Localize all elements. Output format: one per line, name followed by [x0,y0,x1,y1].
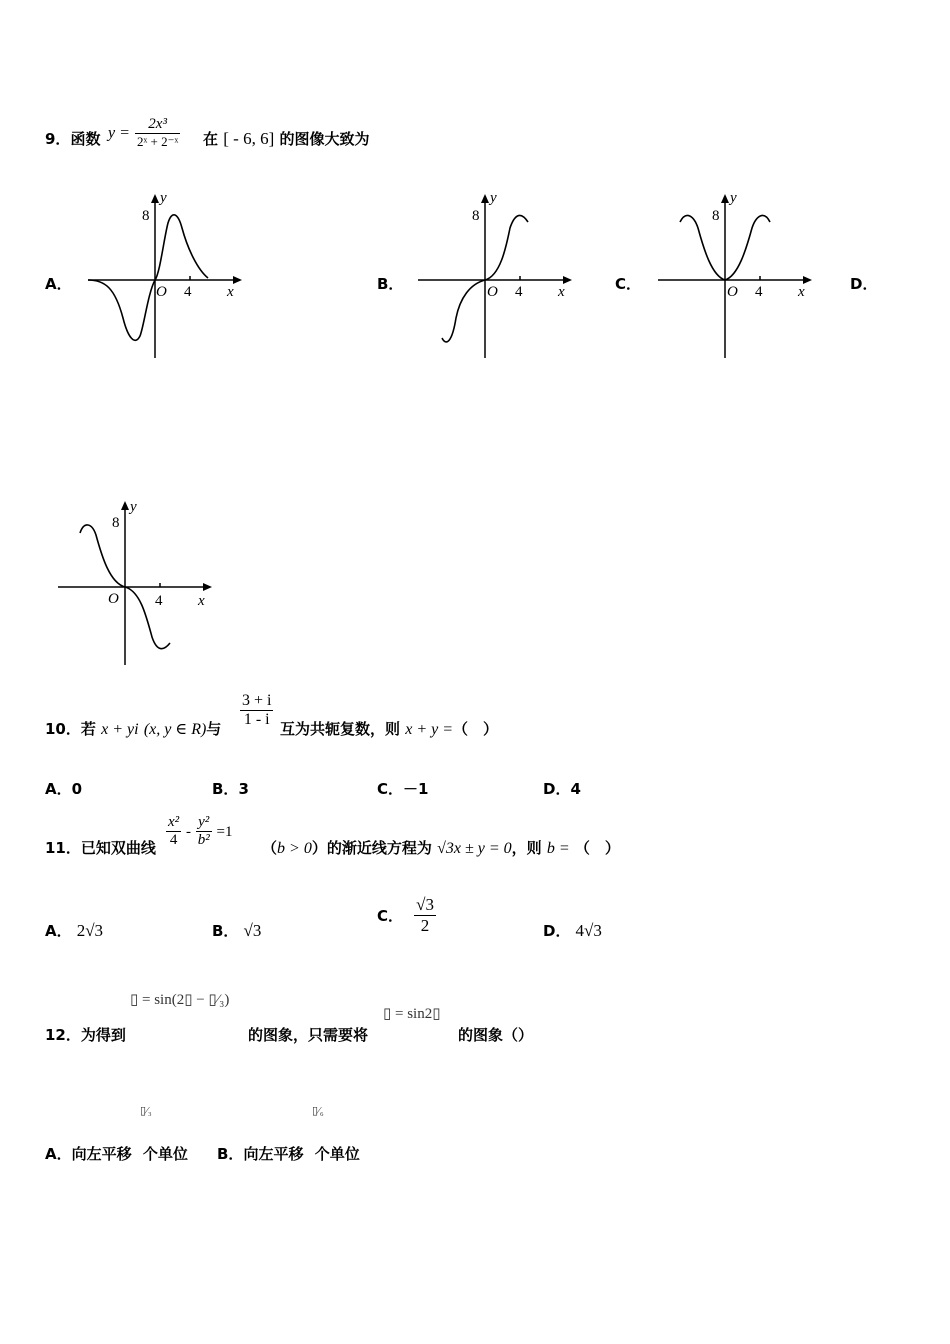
y-axis-arrow [721,194,729,203]
q11-line [45,837,156,858]
option-value: 0 [71,780,83,798]
q9-line [45,128,100,149]
q9-fraction-num: 2x³ [135,116,180,134]
q10-frac-den: 1 - i [243,711,270,728]
y-tick-label: 8 [112,515,120,531]
q12-tail: 的图象（） [458,1026,534,1044]
q9-fraction [135,116,180,150]
x-axis-label: x [558,284,565,300]
x-tick-label: 4 [755,284,763,300]
x-tick-label: 4 [184,284,192,300]
q12-option-b-shift: ▯⁄₆ [312,1105,324,1117]
y-axis-label: y [490,190,497,206]
q11-frac-1-num: x² [168,814,180,830]
x-tick-label: 4 [155,593,163,609]
option-value: √3 [243,921,262,940]
q11-paren: （ ） [574,839,620,857]
option-label: A． [45,780,72,798]
q10-expr2: x + y = [405,721,454,738]
y-tick-label: 8 [472,208,480,224]
q10-paren: （ ） [453,720,499,738]
q12-option-a-shift: ▯⁄₃ [140,1105,152,1117]
q10-expr: x + yi [101,721,139,738]
q12-formula-1: ▯ = sin(2▯ − ▯⁄₃) [130,992,230,1008]
y-axis-label: y [130,499,137,515]
q12-option-a[interactable] [45,1143,188,1164]
x-axis-label: x [798,284,805,300]
option-value: 3 [238,780,249,798]
q11-option-c[interactable] [377,895,436,936]
q12-number: 12． [45,1026,81,1044]
x-axis-arrow [203,583,212,591]
q9-formula [108,116,180,150]
x-tick-label: 4 [515,284,523,300]
q11-frac-2 [196,814,212,849]
option-label: C． [377,780,404,798]
option-fraction [414,895,436,936]
q9-option-d-label: D． [850,275,878,293]
q12-mid: 的图象，只需要将 [248,1026,369,1044]
q11-option-b[interactable] [212,920,261,941]
option-frac-den: 2 [420,916,430,935]
option-label: A． [45,1145,72,1163]
q10-with: 与 [206,720,222,738]
q10-lead: 若 [80,720,96,738]
q10-tail: 互为共轭复数，则 [280,720,401,738]
option-text-2: 个单位 [142,1145,188,1163]
q9-graph-d [52,495,222,667]
option-value: 4 [570,780,581,798]
origin-label: O [487,284,498,300]
y-axis-label: y [160,190,167,206]
q9-in-word: 在 [203,130,219,148]
y-axis-arrow [121,501,129,510]
y-tick-label: 8 [712,208,720,224]
q10-option-b[interactable] [212,778,249,799]
origin-label: O [156,284,167,300]
q9-line-tail [203,128,369,149]
x-axis-arrow [233,276,242,284]
q10-frac [240,692,273,729]
y-axis-arrow [151,194,159,203]
option-value: 4√3 [575,921,602,940]
option-frac-num: √3 [416,895,434,914]
q9-option-b-label: B． [377,275,404,293]
q10-option-c[interactable] [377,778,428,799]
y-tick-label: 8 [142,208,150,224]
option-label: D． [543,780,571,798]
x-axis-arrow [803,276,812,284]
q10-number: 10． [45,720,81,738]
q9-number: 9． [45,130,71,148]
q12-formula-2: ▯ = sin2▯ [383,1006,441,1022]
q9-graph-b [412,188,582,360]
q11-cond: b > 0 [277,840,312,857]
x-axis-label: x [198,593,205,609]
q11-frac-1 [166,814,181,849]
q9-option-c-label: C． [615,275,642,293]
q10-option-d[interactable] [543,778,581,799]
q12-option-b[interactable] [217,1143,360,1164]
option-label: C． [377,907,404,925]
option-label: D． [543,922,571,940]
option-label: B． [212,780,239,798]
q10-frac-num: 3 + i [242,692,272,709]
q11-equation [166,814,232,849]
q10-cond: (x, y ∈ R) [143,721,207,738]
option-label: B． [212,922,239,940]
q11-line-tail [262,837,620,858]
x-axis-arrow [563,276,572,284]
q9-formula-lhs: y = [108,124,130,142]
q9-fraction-den: 2ˣ + 2⁻ˣ [137,134,179,149]
q9-graph-a [80,188,250,360]
q11-frac-2-num: y² [196,814,212,832]
option-text-2: 个单位 [314,1145,360,1163]
x-axis-label: x [227,284,234,300]
q11-option-d[interactable] [543,920,602,941]
option-value: －1 [403,780,429,798]
q11-number: 11． [45,839,81,857]
q12-lead: 为得到 [80,1026,126,1044]
origin-label: O [727,284,738,300]
q10-line [45,718,221,739]
option-label: A． [45,922,72,940]
q9-graph-c [652,188,822,360]
q11-asymptote: √3x ± y = 0 [437,840,512,857]
q9-tail: 的图像大致为 [279,130,370,148]
option-text: 向左平移 [71,1145,132,1163]
q11-comma: ，则 [511,839,542,857]
q10-fraction [240,692,273,729]
q11-minus: - [185,824,191,840]
q11-mid: 的渐近线方程为 [326,839,432,857]
q11-cond-close: ） [311,839,327,857]
option-text: 向左平移 [243,1145,304,1163]
q10-option-a[interactable] [45,778,82,799]
q11-option-a[interactable] [45,920,103,941]
q11-frac-1-den: 4 [169,832,178,848]
option-value: 2√3 [76,921,104,940]
q9-option-a-label: A． [45,275,72,293]
q11-cond-open: （ [262,839,278,857]
q11-b-eq: b = [546,840,570,857]
q11-eq1: =1 [216,824,233,840]
q9-interval: [ - 6, 6] [223,129,275,148]
option-label: B． [217,1145,244,1163]
y-axis-label: y [730,190,737,206]
q11-frac-2-den: b² [197,832,210,848]
origin-label: O [108,591,119,607]
q10-line-tail [280,718,498,739]
y-axis-arrow [481,194,489,203]
q12-line-start [45,1024,126,1045]
q9-lead: 函数 [70,130,101,148]
q11-lead: 已知双曲线 [80,839,156,857]
